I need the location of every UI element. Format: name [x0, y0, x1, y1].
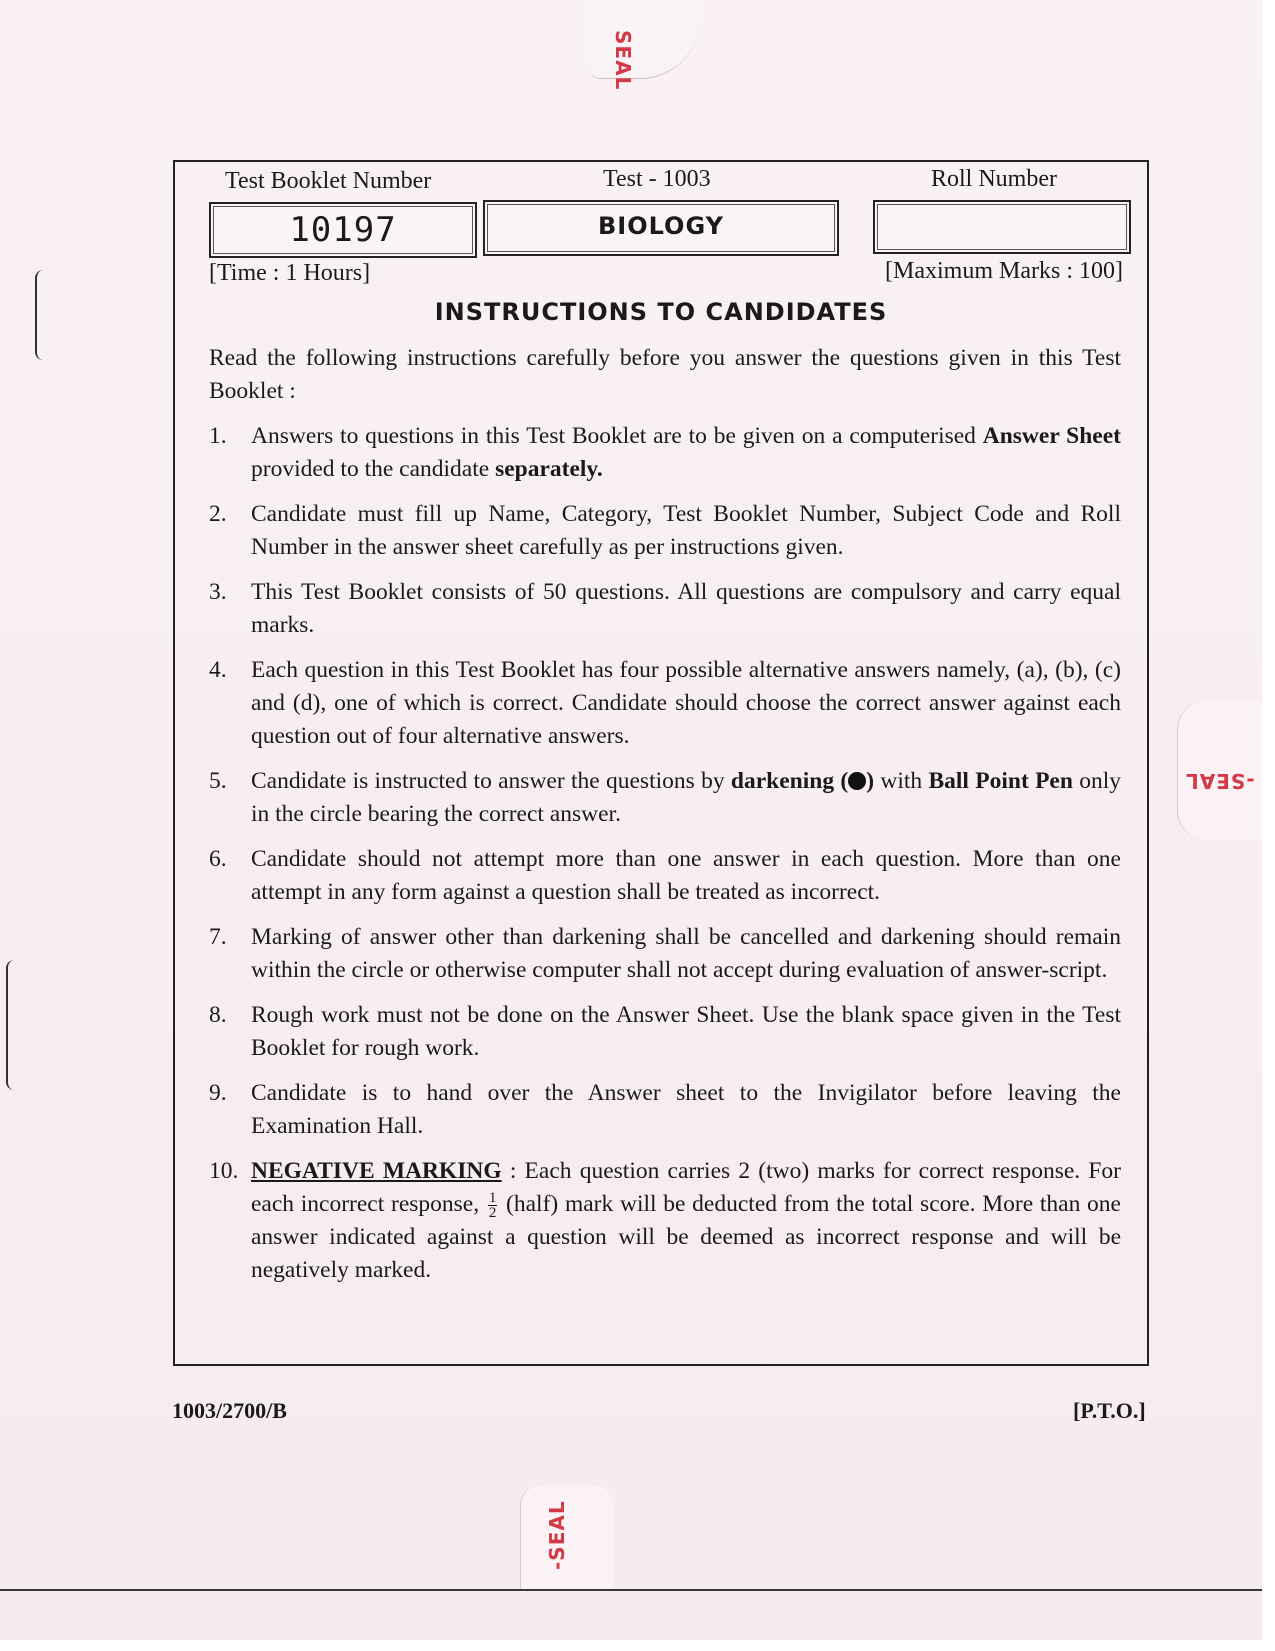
- instruction-item-7: [209, 921, 1121, 987]
- instruction-item-6: [209, 843, 1121, 909]
- instruction-item-4: [209, 654, 1121, 753]
- instruction-text: : Each question carries 2 (two) marks for correct response. For each incorrect response,: [251, 1158, 1121, 1217]
- instruction-item-2: [209, 498, 1121, 564]
- instruction-bold: ): [866, 768, 875, 794]
- instructions-title: INSTRUCTIONS TO CANDIDATES: [434, 298, 888, 326]
- instruction-text: Marking of answer other than darkening shall be cancelled and darkening should remain within the circle or otherwise computer shall not accept during evaluation of answer-script.: [251, 924, 1121, 983]
- fraction-numerator: 1: [488, 1190, 497, 1207]
- roll-number-box[interactable]: [873, 200, 1131, 254]
- instruction-bold: darkening (: [730, 768, 849, 794]
- fraction-denominator: 2: [488, 1205, 497, 1222]
- one-half-fraction: [488, 1191, 498, 1220]
- instruction-text: Each question in this Test Booklet has four possible alternative answers namely, (a), (b), (c) and (d), one of which is correct. Candidate should choose the correct answer against each question out of four alternative answers.: [251, 657, 1121, 749]
- binder-mark: [6, 960, 18, 1090]
- instruction-number: 8.: [209, 1002, 227, 1028]
- maximum-marks: [Maximum Marks : 100]: [885, 258, 1123, 284]
- instruction-text: with: [874, 768, 929, 794]
- instruction-number: 1.: [209, 423, 227, 449]
- instructions-intro: Read the following instructions carefully before you answer the questions given in this Test Booklet :: [209, 345, 1121, 404]
- seal-bottom-text: -SEAL: [545, 1500, 569, 1570]
- instruction-item-5: [209, 765, 1121, 831]
- instruction-number: 9.: [209, 1080, 227, 1106]
- pto-label: [P.T.O.]: [1073, 1398, 1146, 1423]
- instruction-item-9: [209, 1077, 1121, 1143]
- instruction-item-8: [209, 999, 1121, 1065]
- page-bottom-rule: [0, 1589, 1262, 1591]
- instruction-text: Rough work must not be done on the Answer Sheet. Use the blank space given in the Test Booklet for rough work.: [251, 1002, 1121, 1061]
- instruction-number: 3.: [209, 579, 227, 605]
- instruction-text: (half) mark will be deducted from the total score. More than one answer indicated against a question will be deemed as incorrect response and will be negatively marked.: [251, 1191, 1121, 1283]
- booklet-number-label: Test Booklet Number: [225, 168, 432, 194]
- instruction-bold: Answer Sheet: [982, 423, 1121, 449]
- instruction-text: Candidate is to hand over the Answer sheet to the Invigilator before leaving the Examination Hall.: [251, 1080, 1121, 1139]
- seal-flap-top: [590, 0, 700, 79]
- instruction-text: Candidate should not attempt more than one answer in each question. More than one attempt in any form against a question shall be treated as incorrect.: [251, 846, 1121, 905]
- time-allowed: [Time : 1 Hours]: [209, 260, 371, 286]
- instruction-number: 7.: [209, 924, 227, 950]
- instruction-text: Candidate is instructed to answer the questions by: [251, 768, 731, 794]
- instruction-number: 4.: [209, 657, 227, 683]
- subject-name: BIOLOGY: [597, 212, 724, 240]
- instruction-text: Answers to questions in this Test Booklet are to be given on a computerised: [251, 423, 983, 449]
- instruction-text: Candidate must fill up Name, Category, Test Booklet Number, Subject Code and Roll Number in the answer sheet carefully as per instructions given.: [251, 501, 1121, 560]
- instruction-bold: Ball Point Pen: [928, 768, 1073, 794]
- instruction-text: This Test Booklet consists of 50 questions. All questions are compulsory and carry equal marks.: [251, 579, 1121, 638]
- filled-circle-icon: [848, 772, 866, 790]
- negative-marking-heading: NEGATIVE MARKING: [251, 1158, 502, 1184]
- booklet-number-box: [209, 202, 477, 258]
- instruction-number: 2.: [209, 501, 227, 527]
- binder-mark: [35, 270, 47, 360]
- instruction-text: only in the circle bearing the correct answer.: [251, 768, 1122, 827]
- instructions-list: [209, 420, 1121, 1299]
- instruction-bold: separately.: [495, 456, 603, 482]
- booklet-code: 1003/2700/B: [172, 1398, 287, 1423]
- instruction-item-1: [209, 420, 1121, 486]
- scan-margin-bottom: [0, 1640, 1275, 1651]
- instruction-item-3: [209, 576, 1121, 642]
- booklet-number-value: 10197: [289, 210, 397, 250]
- test-code-label: Test - 1003: [603, 166, 711, 192]
- subject-box: [483, 200, 839, 256]
- instruction-number: 6.: [209, 846, 227, 872]
- instruction-number: 10.: [209, 1158, 239, 1184]
- roll-number-label: Roll Number: [931, 166, 1057, 192]
- scan-margin-right: [1262, 0, 1275, 1651]
- seal-top-text: SEAL: [611, 30, 635, 91]
- instruction-number: 5.: [209, 768, 227, 794]
- seal-right-text: -SEAL: [1185, 769, 1255, 793]
- instruction-item-10: [209, 1155, 1121, 1287]
- instructions-panel: [173, 160, 1149, 1366]
- instruction-text: provided to the candidate: [251, 456, 496, 482]
